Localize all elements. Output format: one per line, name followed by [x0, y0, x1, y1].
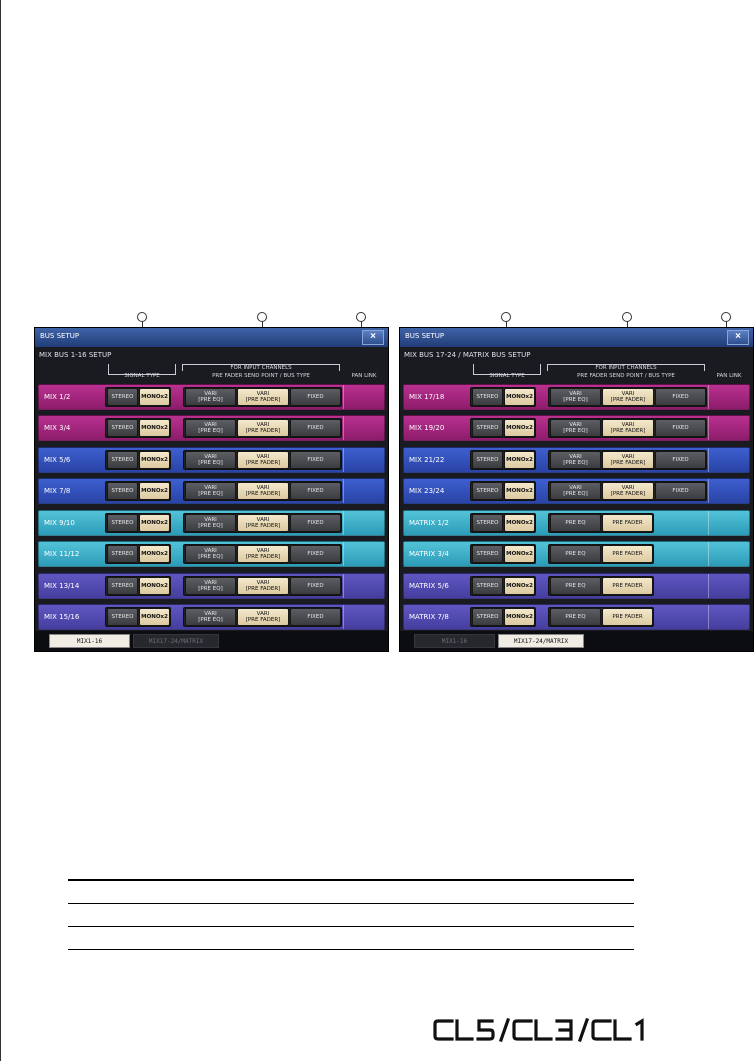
fixed-button[interactable]: FIXED — [290, 608, 341, 626]
tab-mix1-16[interactable]: MIX1-16 — [49, 634, 130, 648]
pan-link-divider — [708, 479, 709, 503]
bus-label: MIX 1/2 — [44, 393, 71, 401]
vari-pre-fader-button[interactable]: VARI [PRE FADER] — [237, 545, 289, 563]
pan-link-divider — [708, 605, 709, 629]
bus-row — [38, 510, 385, 536]
vari-pre-fader-button[interactable]: VARI [PRE FADER] — [602, 419, 654, 437]
tab-mix1-16[interactable]: MIX1-16 — [414, 634, 495, 648]
vari-pre-eq-button[interactable]: VARI [PRE EQ] — [185, 419, 236, 437]
mono-x2-button[interactable]: MONOx2 — [504, 514, 535, 532]
send-point-header: PRE FADER SEND POINT / BUS TYPE — [212, 373, 310, 379]
bus-label: MATRIX 1/2 — [409, 519, 449, 527]
window-title: BUS SETUP — [405, 332, 445, 340]
pan-link-divider — [343, 542, 344, 566]
bus-label: MIX 15/16 — [44, 613, 80, 621]
pre-eq-button[interactable]: PRE EQ — [550, 545, 601, 563]
mono-x2-button[interactable]: MONOx2 — [139, 514, 170, 532]
stereo-button[interactable]: STEREO — [107, 545, 138, 563]
fixed-button[interactable]: FIXED — [290, 451, 341, 469]
stereo-button[interactable]: STEREO — [472, 514, 503, 532]
input-channels-header: FOR INPUT CHANNELS — [595, 365, 657, 371]
pre-eq-button[interactable]: PRE EQ — [550, 514, 601, 532]
pan-link-divider — [343, 448, 344, 472]
callout-marker-2 — [257, 312, 267, 322]
mono-x2-button[interactable]: MONOx2 — [504, 419, 535, 437]
callout-marker-1 — [137, 312, 147, 322]
vari-pre-eq-button[interactable]: VARI [PRE EQ] — [185, 482, 236, 500]
pan-link-divider — [708, 448, 709, 472]
bus-setup-window — [399, 327, 754, 652]
fixed-button[interactable]: FIXED — [655, 388, 706, 406]
bus-label: MIX 17/18 — [409, 393, 445, 401]
pre-eq-button[interactable]: PRE EQ — [550, 577, 601, 595]
spec-table — [68, 857, 634, 950]
stereo-button[interactable]: STEREO — [107, 419, 138, 437]
window-titlebar — [35, 328, 388, 347]
stereo-button[interactable]: STEREO — [107, 388, 138, 406]
input-channels-header: FOR INPUT CHANNELS — [230, 365, 292, 371]
pan-link-divider — [708, 574, 709, 598]
fixed-button[interactable]: FIXED — [290, 419, 341, 437]
bus-label: MIX 3/4 — [44, 424, 71, 432]
mono-x2-button[interactable]: MONOx2 — [504, 577, 535, 595]
vari-pre-fader-button[interactable]: VARI [PRE FADER] — [602, 451, 654, 469]
vari-pre-eq-button[interactable]: VARI [PRE EQ] — [185, 577, 236, 595]
pre-fader-button[interactable]: PRE FADER — [602, 545, 653, 563]
bus-row — [403, 447, 750, 473]
pre-eq-button[interactable]: PRE EQ — [550, 608, 601, 626]
vari-pre-eq-button[interactable]: VARI [PRE EQ] — [550, 419, 601, 437]
close-button[interactable]: × — [727, 330, 749, 345]
mono-x2-button[interactable]: MONOx2 — [139, 608, 170, 626]
mono-x2-button[interactable]: MONOx2 — [504, 608, 535, 626]
pan-link-header: PAN LINK — [351, 373, 377, 379]
callout-marker-3 — [356, 312, 366, 322]
bus-label: MATRIX 5/6 — [409, 582, 449, 590]
pan-link-divider — [708, 416, 709, 440]
mono-x2-button[interactable]: MONOx2 — [139, 545, 170, 563]
mono-x2-button[interactable]: MONOx2 — [504, 545, 535, 563]
bus-row — [403, 573, 750, 599]
mono-x2-button[interactable]: MONOx2 — [139, 419, 170, 437]
signal-type-header: SIGNAL TYPE — [489, 373, 525, 379]
bus-row — [38, 415, 385, 441]
tab-bar — [35, 631, 388, 651]
bus-row — [403, 415, 750, 441]
callout-marker-2 — [622, 312, 632, 322]
vari-pre-fader-button[interactable]: VARI [PRE FADER] — [237, 419, 289, 437]
stereo-button[interactable]: STEREO — [472, 482, 503, 500]
table-row — [68, 904, 634, 927]
vari-pre-fader-button[interactable]: VARI [PRE FADER] — [602, 482, 654, 500]
stereo-button[interactable]: STEREO — [472, 545, 503, 563]
vari-pre-eq-button[interactable]: VARI [PRE EQ] — [185, 545, 236, 563]
pre-fader-button[interactable]: PRE FADER — [602, 608, 653, 626]
bus-setup-window — [34, 327, 389, 652]
bus-row — [403, 478, 750, 504]
bus-row — [403, 541, 750, 567]
pan-link-divider — [343, 574, 344, 598]
vari-pre-eq-button[interactable]: VARI [PRE EQ] — [550, 388, 601, 406]
vari-pre-fader-button[interactable]: VARI [PRE FADER] — [237, 482, 289, 500]
stereo-button[interactable]: STEREO — [472, 388, 503, 406]
page-margin-rule — [0, 0, 1, 1061]
bus-row — [403, 510, 750, 536]
bus-row — [38, 573, 385, 599]
vari-pre-eq-button[interactable]: VARI [PRE EQ] — [185, 451, 236, 469]
bus-label: MIX 9/10 — [44, 519, 75, 527]
stereo-button[interactable]: STEREO — [107, 608, 138, 626]
vari-pre-eq-button[interactable]: VARI [PRE EQ] — [550, 451, 601, 469]
fixed-button[interactable]: FIXED — [290, 388, 341, 406]
stereo-button[interactable]: STEREO — [472, 577, 503, 595]
fixed-button[interactable]: FIXED — [655, 482, 706, 500]
vari-pre-fader-button[interactable]: VARI [PRE FADER] — [237, 451, 289, 469]
fixed-button[interactable]: FIXED — [290, 482, 341, 500]
bus-row — [403, 384, 750, 410]
fixed-button[interactable]: FIXED — [290, 514, 341, 532]
bus-row — [38, 604, 385, 630]
bus-label: MIX 23/24 — [409, 487, 445, 495]
mono-x2-button[interactable]: MONOx2 — [504, 388, 535, 406]
stereo-button[interactable]: STEREO — [472, 451, 503, 469]
pan-link-divider — [708, 385, 709, 409]
bus-label: MIX 13/14 — [44, 582, 80, 590]
pan-link-header: PAN LINK — [716, 373, 742, 379]
pan-link-divider — [343, 385, 344, 409]
fixed-button[interactable]: FIXED — [655, 451, 706, 469]
vari-pre-fader-button[interactable]: VARI [PRE FADER] — [237, 388, 289, 406]
mono-x2-button[interactable]: MONOx2 — [139, 388, 170, 406]
vari-pre-fader-button[interactable]: VARI [PRE FADER] — [237, 514, 289, 532]
stereo-button[interactable]: STEREO — [472, 608, 503, 626]
stereo-button[interactable]: STEREO — [107, 451, 138, 469]
close-button[interactable]: × — [362, 330, 384, 345]
tab-mix17-24-matrix[interactable]: MIX17-24/MATRIX — [133, 634, 219, 648]
bus-label: MIX 19/20 — [409, 424, 445, 432]
pan-link-divider — [708, 511, 709, 535]
pan-link-divider — [343, 416, 344, 440]
tab-mix17-24-matrix[interactable]: MIX17-24/MATRIX — [498, 634, 584, 648]
bus-label: MATRIX 7/8 — [409, 613, 449, 621]
bus-row — [403, 604, 750, 630]
vari-pre-eq-button[interactable]: VARI [PRE EQ] — [185, 608, 236, 626]
bus-label: MIX 21/22 — [409, 456, 445, 464]
vari-pre-eq-button[interactable]: VARI [PRE EQ] — [185, 514, 236, 532]
table-header-row — [68, 857, 634, 880]
pan-link-divider — [343, 605, 344, 629]
send-point-header: PRE FADER SEND POINT / BUS TYPE — [577, 373, 675, 379]
vari-pre-fader-button[interactable]: VARI [PRE FADER] — [602, 388, 654, 406]
callout-marker-1 — [501, 312, 511, 322]
vari-pre-fader-button[interactable]: VARI [PRE FADER] — [237, 577, 289, 595]
table-row — [68, 927, 634, 950]
pre-fader-button[interactable]: PRE FADER — [602, 514, 653, 532]
mono-x2-button[interactable]: MONOx2 — [139, 577, 170, 595]
stereo-button[interactable]: STEREO — [107, 577, 138, 595]
signal-type-header: SIGNAL TYPE — [124, 373, 160, 379]
pre-fader-button[interactable]: PRE FADER — [602, 577, 653, 595]
window-titlebar — [400, 328, 753, 347]
fixed-button[interactable]: FIXED — [290, 577, 341, 595]
tab-bar — [400, 631, 753, 651]
section-title: MIX BUS 17-24 / MATRIX BUS SETUP — [404, 351, 531, 359]
product-logo — [432, 1018, 678, 1042]
mono-x2-button[interactable]: MONOx2 — [504, 451, 535, 469]
bus-row — [38, 541, 385, 567]
stereo-button[interactable]: STEREO — [107, 514, 138, 532]
section-title: MIX BUS 1-16 SETUP — [39, 351, 112, 359]
fixed-button[interactable]: FIXED — [290, 545, 341, 563]
bus-label: MATRIX 3/4 — [409, 550, 449, 558]
mono-x2-button[interactable]: MONOx2 — [139, 451, 170, 469]
mono-x2-button[interactable]: MONOx2 — [504, 482, 535, 500]
stereo-button[interactable]: STEREO — [107, 482, 138, 500]
pan-link-divider — [708, 542, 709, 566]
stereo-button[interactable]: STEREO — [472, 419, 503, 437]
bus-label: MIX 7/8 — [44, 487, 71, 495]
window-title: BUS SETUP — [40, 332, 80, 340]
bus-label: MIX 5/6 — [44, 456, 71, 464]
callout-marker-3 — [721, 312, 731, 322]
vari-pre-fader-button[interactable]: VARI [PRE FADER] — [237, 608, 289, 626]
bus-row — [38, 384, 385, 410]
pan-link-divider — [343, 511, 344, 535]
pan-link-divider — [343, 479, 344, 503]
vari-pre-eq-button[interactable]: VARI [PRE EQ] — [185, 388, 236, 406]
mono-x2-button[interactable]: MONOx2 — [139, 482, 170, 500]
table-row — [68, 880, 634, 904]
bus-row — [38, 447, 385, 473]
vari-pre-eq-button[interactable]: VARI [PRE EQ] — [550, 482, 601, 500]
bus-row — [38, 478, 385, 504]
fixed-button[interactable]: FIXED — [655, 419, 706, 437]
bus-label: MIX 11/12 — [44, 550, 80, 558]
